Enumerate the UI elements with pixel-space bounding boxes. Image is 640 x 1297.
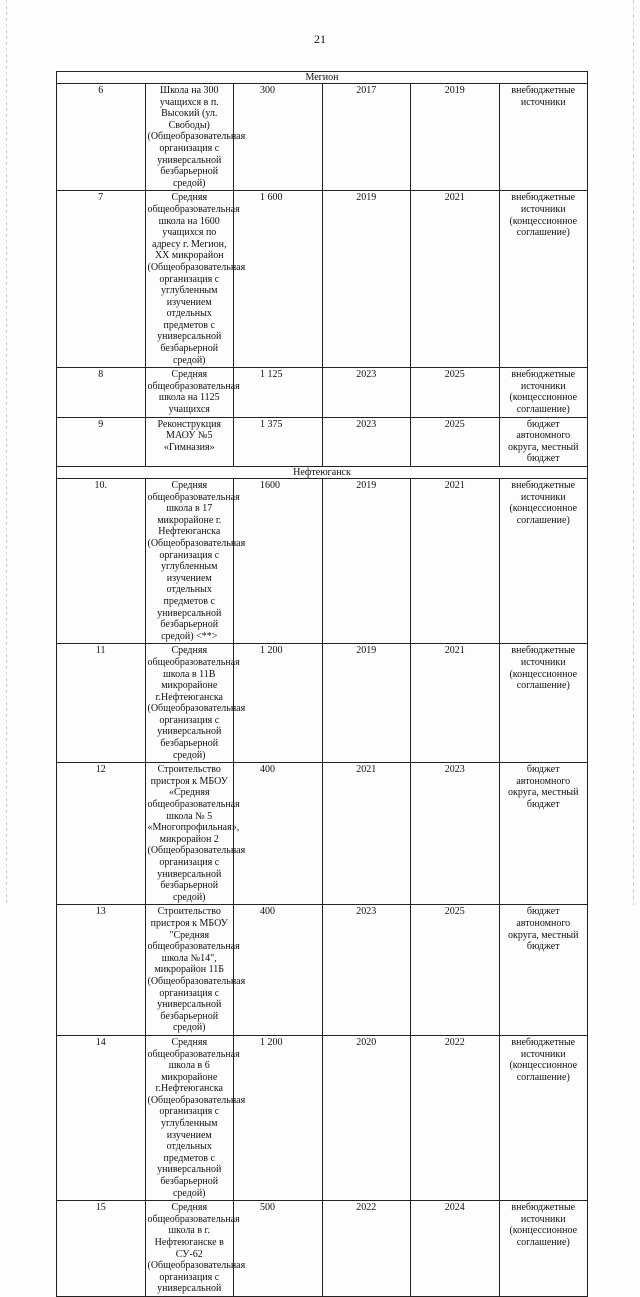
capacity-value: 400 [234, 905, 323, 1036]
row-number: 7 [57, 191, 146, 368]
object-name: Средняя общеобразовательная школа в 17 микрорайоне г. Нефтеюганска (Общеобразовательная организация с углубленным изучением отдельных предметов с универсальной безбарьерной средой) <**> [145, 479, 234, 644]
row-number: 12 [57, 763, 146, 905]
table-row [57, 1201, 588, 1297]
table-row [57, 191, 588, 368]
row-number: 13 [57, 905, 146, 1036]
group-title: Мегион [57, 72, 588, 84]
end-year: 2025 [411, 905, 500, 1036]
end-year: 2025 [411, 368, 500, 417]
funding-source: бюджет автономного округа, местный бюджет [499, 417, 588, 466]
start-year: 2019 [322, 644, 411, 763]
funding-source: внебюджетные источники (концессионное соглашение) [499, 479, 588, 644]
end-year: 2024 [411, 1201, 500, 1297]
funding-source: внебюджетные источники (концессионное соглашение) [499, 644, 588, 763]
table-row [57, 644, 588, 763]
table-row [57, 1035, 588, 1200]
start-year: 2023 [322, 905, 411, 1036]
start-year: 2017 [322, 84, 411, 191]
page-number: 21 [314, 32, 326, 46]
object-name: Средняя общеобразовательная школа на 1600 учащихся по адресу г. Мегион, XX микрорайон (Общеобразовательная организация с углубленным изучением отдельных предметов с универсальной безбарьерной средой) [145, 191, 234, 368]
funding-source: внебюджетные источники (концессионное соглашение) [499, 368, 588, 417]
object-name: Строительство пристроя к МБОУ "Средняя общеобразовательная школа №14", микрорайон 11Б (Общеобразовательная организация с универсальной безбарьерной средой) [145, 905, 234, 1036]
capacity-value: 1 600 [234, 191, 323, 368]
table-row [57, 368, 588, 417]
group-header-row [57, 467, 588, 479]
capacity-value: 1 200 [234, 644, 323, 763]
table-row [57, 84, 588, 191]
row-number: 6 [57, 84, 146, 191]
object-name: Средняя общеобразовательная школа в г. Нефтеюганске в СУ-62 (Общеобразовательная организация с универсальной [145, 1201, 234, 1297]
end-year: 2022 [411, 1035, 500, 1200]
capacity-value: 400 [234, 763, 323, 905]
funding-source: внебюджетные источники (концессионное соглашение) [499, 191, 588, 368]
row-number: 15 [57, 1201, 146, 1297]
funding-source: внебюджетные источники (концессионное соглашение) [499, 1201, 588, 1297]
end-year: 2025 [411, 417, 500, 466]
start-year: 2021 [322, 763, 411, 905]
row-number: 10. [57, 479, 146, 644]
capacity-value: 1600 [234, 479, 323, 644]
funding-source: внебюджетные источники (концессионное соглашение) [499, 1035, 588, 1200]
group-header-row [57, 72, 588, 84]
start-year: 2023 [322, 417, 411, 466]
start-year: 2019 [322, 191, 411, 368]
group-title: Нефтеюганск [57, 467, 588, 479]
object-name: Реконструкция МАОУ №5 «Гимназия» [145, 417, 234, 466]
object-name: Средняя общеобразовательная школа на 1125 учащихся [145, 368, 234, 417]
end-year: 2019 [411, 84, 500, 191]
capacity-value: 500 [234, 1201, 323, 1297]
capacity-value: 300 [234, 84, 323, 191]
table-row [57, 479, 588, 644]
end-year: 2021 [411, 644, 500, 763]
scan-edge-right [633, 0, 634, 905]
funding-source: бюджет автономного округа, местный бюджет [499, 763, 588, 905]
end-year: 2023 [411, 763, 500, 905]
scan-edge-left [6, 0, 7, 905]
row-number: 9 [57, 417, 146, 466]
start-year: 2022 [322, 1201, 411, 1297]
object-name: Средняя общеобразовательная школа в 11В микрорайоне г.Нефтеюганска (Общеобразовательная организация с универсальной безбарьерной средой) [145, 644, 234, 763]
object-name: Школа на 300 учащихся в п. Высокий (ул. Свободы) (Общеобразовательная организация с универсальной безбарьерной средой) [145, 84, 234, 191]
start-year: 2019 [322, 479, 411, 644]
capacity-value: 1 200 [234, 1035, 323, 1200]
table-row [57, 905, 588, 1036]
funding-source: внебюджетные источники [499, 84, 588, 191]
object-name: Строительство пристроя к МБОУ «Средняя общеобразовательная школа № 5 «Многопрофильная», микрорайон 2 (Общеобразовательная организация с универсальной безбарьерной средой) [145, 763, 234, 905]
start-year: 2023 [322, 368, 411, 417]
row-number: 14 [57, 1035, 146, 1200]
end-year: 2021 [411, 191, 500, 368]
object-name: Средняя общеобразовательная школа в 6 микрорайоне г.Нефтеюганска (Общеобразовательная организация с углубленным изучением отдельных предметов с универсальной безбарьерной средой) [145, 1035, 234, 1200]
capacity-value: 1 375 [234, 417, 323, 466]
start-year: 2020 [322, 1035, 411, 1200]
table-row [57, 763, 588, 905]
row-number: 11 [57, 644, 146, 763]
row-number: 8 [57, 368, 146, 417]
capacity-value: 1 125 [234, 368, 323, 417]
table-row [57, 417, 588, 466]
end-year: 2021 [411, 479, 500, 644]
funding-source: бюджет автономного округа, местный бюджет [499, 905, 588, 1036]
construction-table [56, 71, 588, 1297]
